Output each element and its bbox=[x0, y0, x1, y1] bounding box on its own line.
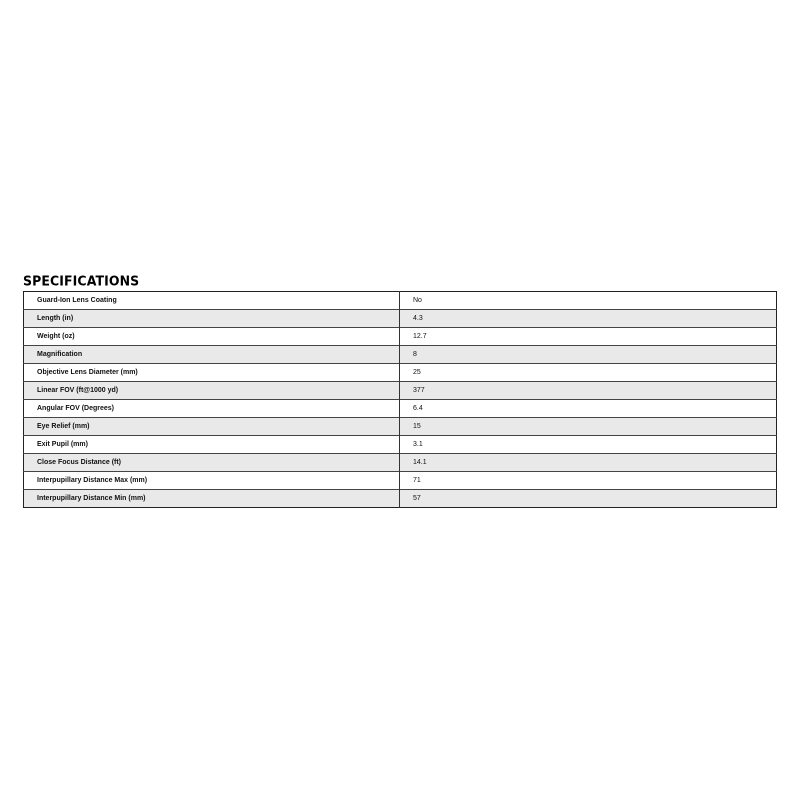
table-row bbox=[24, 364, 777, 382]
spec-label: Linear FOV (ft@1000 yd) bbox=[24, 382, 400, 400]
spec-label: Interpupillary Distance Max (mm) bbox=[24, 472, 400, 490]
table-row bbox=[24, 292, 777, 310]
spec-label: Angular FOV (Degrees) bbox=[24, 400, 400, 418]
spec-value: 12.7 bbox=[400, 328, 777, 346]
table-row bbox=[24, 436, 777, 454]
spec-label: Close Focus Distance (ft) bbox=[24, 454, 400, 472]
spec-label: Magnification bbox=[24, 346, 400, 364]
table-row bbox=[24, 346, 777, 364]
spec-label: Length (in) bbox=[24, 310, 400, 328]
table-row bbox=[24, 400, 777, 418]
spec-value: 377 bbox=[400, 382, 777, 400]
spec-label: Eye Relief (mm) bbox=[24, 418, 400, 436]
specifications-section bbox=[23, 273, 776, 508]
spec-value: 14.1 bbox=[400, 454, 777, 472]
table-row bbox=[24, 490, 777, 508]
spec-label: Exit Pupil (mm) bbox=[24, 436, 400, 454]
spec-value: 57 bbox=[400, 490, 777, 508]
specifications-table bbox=[23, 291, 777, 508]
specifications-heading: SPECIFICATIONS bbox=[23, 273, 140, 289]
spec-value: 15 bbox=[400, 418, 777, 436]
spec-value: 25 bbox=[400, 364, 777, 382]
table-row bbox=[24, 310, 777, 328]
spec-label: Interpupillary Distance Min (mm) bbox=[24, 490, 400, 508]
spec-label: Guard-Ion Lens Coating bbox=[24, 292, 400, 310]
table-row bbox=[24, 418, 777, 436]
table-row bbox=[24, 472, 777, 490]
spec-value: 71 bbox=[400, 472, 777, 490]
spec-value: No bbox=[400, 292, 777, 310]
spec-label: Weight (oz) bbox=[24, 328, 400, 346]
table-row bbox=[24, 328, 777, 346]
spec-value: 6.4 bbox=[400, 400, 777, 418]
spec-label: Objective Lens Diameter (mm) bbox=[24, 364, 400, 382]
table-row bbox=[24, 382, 777, 400]
spec-value: 8 bbox=[400, 346, 777, 364]
spec-value: 4.3 bbox=[400, 310, 777, 328]
spec-value: 3.1 bbox=[400, 436, 777, 454]
table-row bbox=[24, 454, 777, 472]
